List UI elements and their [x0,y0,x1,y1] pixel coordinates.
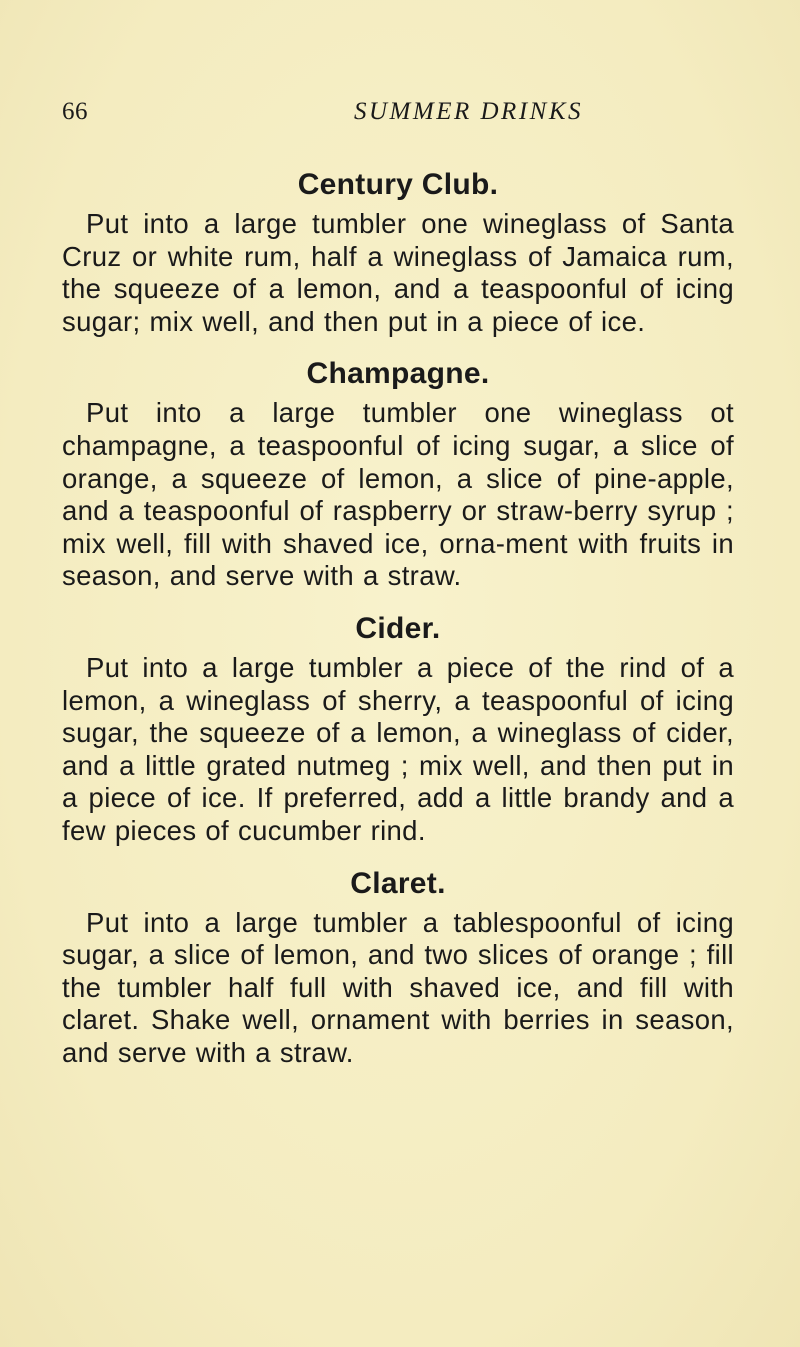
recipe-body: Put into a large tumbler one wineglass of Santa Cruz or white rum, half a wineglass of Jamaica rum, the squeeze of a lemon, and a teaspoonful of icing sugar; mix well, and then put in a piece of ice. [62,208,734,337]
recipe-title: Claret. [350,866,446,900]
recipe-cider [62,610,734,848]
recipe-body: Put into a large tumbler a piece of the rind of a lemon, a wineglass of sherry, a teaspoonful of icing sugar, the squeeze of a lemon, a wineglass of cider, and a little grated nutmeg ; mix well, and then put in a piece of ice. If preferred, add a little brandy and a few pieces of cucumber rind. [62,651,734,846]
recipe-body: Put into a large tumbler a tablespoonful of icing sugar, a slice of lemon, and two slices of orange ; fill the tumbler half full with shaved ice, and fill with claret. Shake well, ornament with berries in season, and serve with a straw. [62,906,734,1068]
page-number: 66 [62,98,88,125]
recipe-list [62,166,734,1069]
recipe-title: Champagne. [306,357,490,391]
running-head [62,98,732,138]
recipe-claret [62,865,734,1070]
recipe-title: Century Club. [297,168,499,201]
recipe-champagne [62,355,734,593]
running-title: SUMMER DRINKS [354,98,583,125]
recipe-title: Cider. [355,611,441,645]
recipe-century-club [62,166,734,338]
recipe-body: Put into a large tumbler one wineglass ot champagne, a teaspoonful of icing sugar, a slice of orange, a squeeze of lemon, a slice of pine-apple, and a teaspoonful of raspberry or straw-berry syrup ; mix well, fill with shaved ice, orna-ment with fruits in season, and serve with a straw. [62,397,734,592]
